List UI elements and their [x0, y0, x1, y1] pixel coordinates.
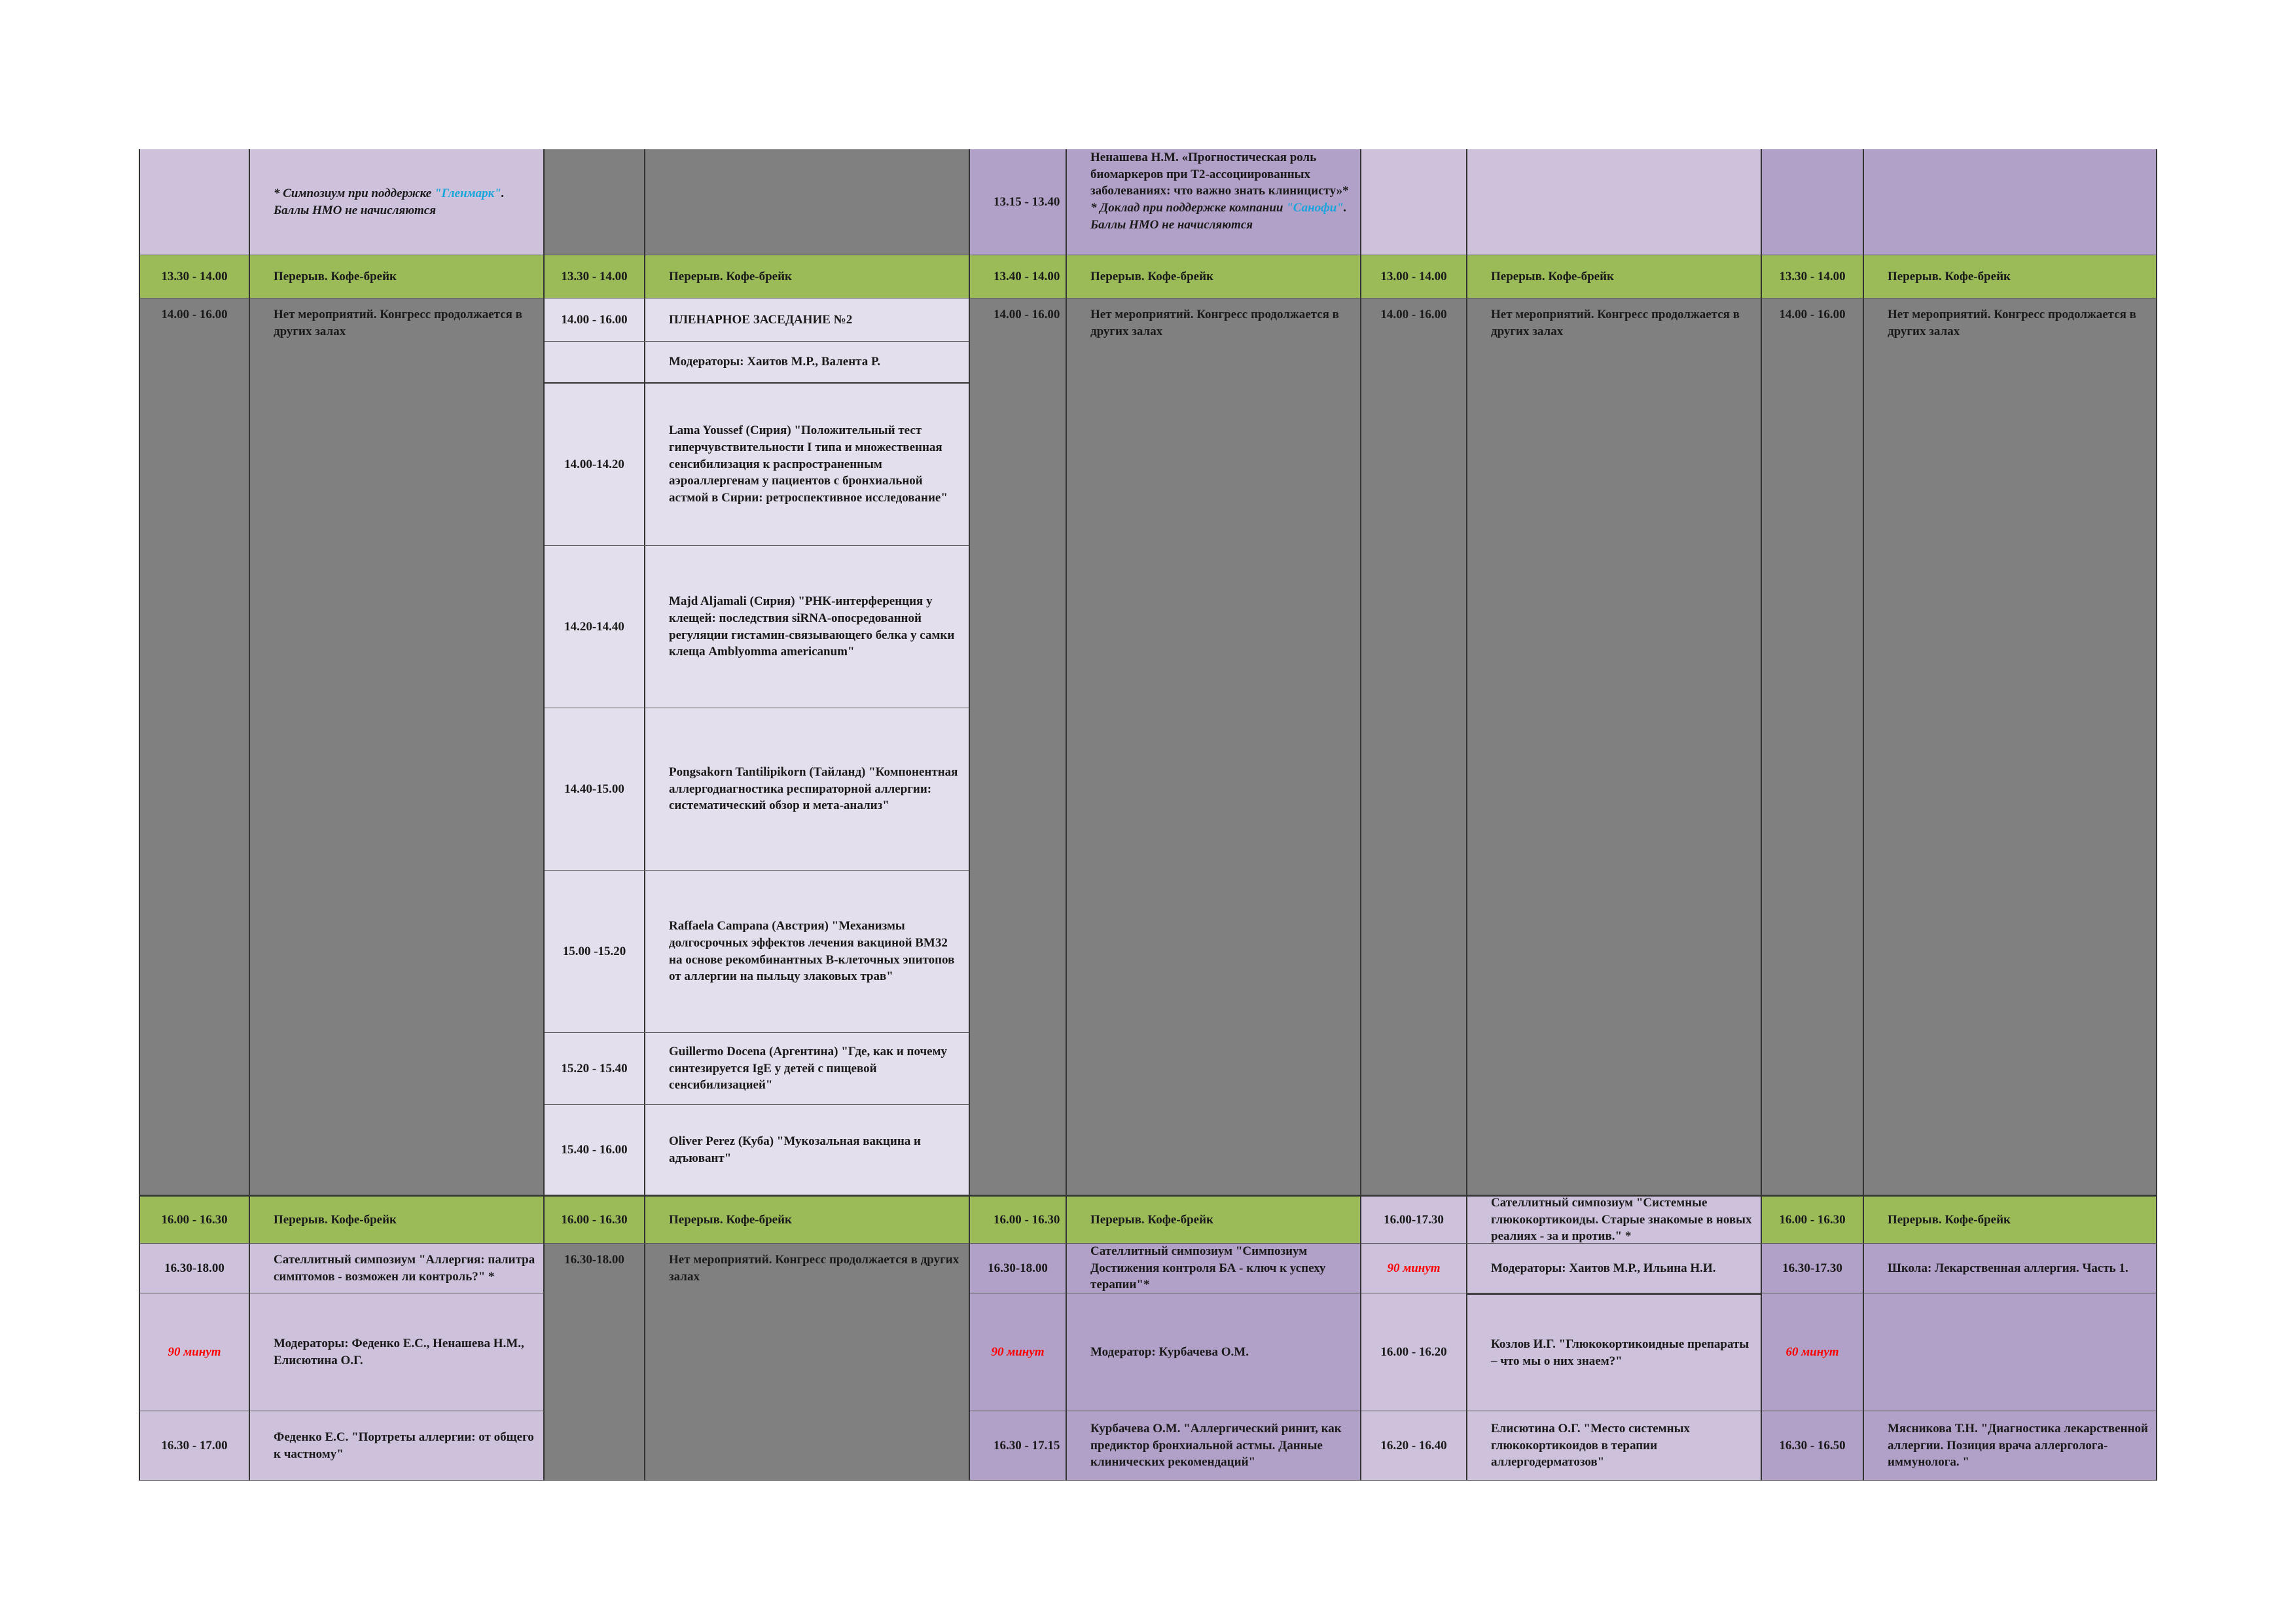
talk-cell: [1864, 1411, 2157, 1481]
time-label: 16.30 - 17.15: [994, 1438, 1060, 1453]
moderators-label: Модераторы: Хаитов М.Р., Ильина Н.И.: [1491, 1261, 1716, 1275]
time-label: 13.40 - 14.00: [994, 269, 1060, 283]
talk-text: Oliver Perez (Куба) "Мукозальная вакцина и адъювант": [669, 1134, 921, 1165]
no-events-label: Нет мероприятий. Конгресс продолжается в других залах: [1888, 308, 2136, 338]
sponsor-link[interactable]: "Санофи": [1286, 200, 1344, 215]
duration-cell: [1762, 1293, 1864, 1411]
time-label: 15.40 - 16.00: [561, 1142, 628, 1157]
time-cell: [1361, 1411, 1467, 1481]
time-cell: [1762, 1411, 1864, 1481]
time-label: 15.00 -15.20: [562, 944, 626, 958]
break-cell: [1864, 255, 2157, 298]
moderators-label: Модератор: Курбачева О.М.: [1090, 1344, 1249, 1359]
time-label: 13.15 - 13.40: [994, 194, 1060, 209]
time-label: 14.00-14.20: [564, 457, 624, 471]
plenary-title-cell: [645, 298, 970, 342]
talk-cell: [645, 1033, 970, 1105]
duration-cell: [970, 1293, 1067, 1411]
talk-cell: [250, 1411, 545, 1481]
duration-label: 90 минут: [168, 1344, 221, 1359]
time-cell: [545, 1195, 645, 1244]
moderators-label: Модераторы: Хаитов М.Р., Валента Р.: [669, 355, 880, 369]
time-label: 16.30-18.00: [164, 1261, 224, 1275]
time-label: 16.00 - 16.30: [994, 1212, 1060, 1227]
note-text: * Доклад при поддержке компании: [1090, 200, 1287, 215]
time-cell: [1361, 1293, 1467, 1411]
time-label: 14.00 - 16.00: [994, 308, 1060, 321]
talk-cell: [1067, 149, 1361, 255]
symposium-title: Сателлитный симпозиум "Системные глюкокортикоиды. Старые знакомые в новых реалиях - за и против." *: [1491, 1196, 1752, 1244]
talk-text: Козлов И.Г. "Глюкокортикоидные препараты – что мы о них знаем?": [1491, 1337, 1749, 1368]
time-label: 16.00 - 16.30: [1779, 1212, 1846, 1227]
time-cell: [970, 255, 1067, 298]
time-cell: [545, 298, 645, 342]
school-cell: [1864, 1244, 2157, 1293]
talk-cell: [645, 1105, 970, 1195]
no-events-cell: [1467, 298, 1762, 1195]
symposium-title: Сателлитный симпозиум "Симпозиум Достижения контроля БА - ключ к успеху терапии"*: [1090, 1244, 1326, 1292]
sponsor-note-cell: [250, 149, 545, 255]
time-cell: [1361, 255, 1467, 298]
sponsor-link[interactable]: "Гленмарк": [434, 186, 501, 200]
time-label: 16.00-17.30: [1384, 1212, 1444, 1227]
cell-empty: [1361, 149, 1467, 255]
break-cell: [645, 1195, 970, 1244]
cell-empty: [1762, 149, 1864, 255]
symposium-cell: [1067, 1244, 1361, 1293]
last-talks-group: [545, 1033, 970, 1195]
time-label: 14.20-14.40: [564, 619, 624, 634]
time-cell: [139, 255, 250, 298]
cell-empty: [545, 342, 645, 384]
time-label: 16.00 - 16.20: [1380, 1344, 1447, 1359]
talk-cell: [1067, 1411, 1361, 1481]
no-events-cell: [1067, 298, 1361, 1195]
talk-time-cell: [545, 1033, 645, 1105]
symposium-cell: [1467, 1195, 1762, 1244]
symposium-title: Сателлитный симпозиум "Аллергия: палитра симптомов - возможен ли контроль?" *: [274, 1252, 535, 1284]
duration-label: 90 минут: [1387, 1261, 1441, 1275]
talk-cell: [1467, 1293, 1762, 1411]
plenary-title: ПЛЕНАРНОЕ ЗАСЕДАНИЕ №2: [669, 312, 853, 327]
time-label: 13.00 - 14.00: [1380, 269, 1447, 283]
talk-text: Raffaela Campana (Австрия) "Механизмы долгосрочных эффектов лечения вакциной BM32 на основе рекомбинантных В-клеточных эпитопов от аллергии на пыльцу злаковых трав": [669, 919, 955, 984]
break-label: Перерыв. Кофе-брейк: [669, 1212, 793, 1227]
talk-text: Ненашева Н.М. «Прогностическая роль биомаркеров при Т2-ассоциированных заболеваниях: что важно знать клиницисту»*: [1090, 151, 1349, 198]
break-cell: [250, 255, 545, 298]
time-label: 16.30-17.30: [1782, 1261, 1842, 1275]
moderators-cell: [1067, 1293, 1361, 1411]
no-events-cell: [1864, 298, 2157, 1195]
talk-cell: [645, 546, 970, 708]
break-cell: [1067, 255, 1361, 298]
cell-empty: [1864, 1293, 2157, 1411]
time-cell: [1762, 1244, 1864, 1293]
cell-empty: [1864, 149, 2157, 255]
talk-text: Мясникова Т.Н. "Диагностика лекарственной аллергии. Позиция врача аллерголога-иммунолога. ": [1888, 1422, 2148, 1470]
duration-label: 60 минут: [1785, 1344, 1839, 1359]
break-cell: [1467, 255, 1762, 298]
time-label: 16.30-18.00: [988, 1261, 1048, 1275]
talk-cell: [1467, 1411, 1762, 1481]
time-cell: [139, 1244, 250, 1293]
time-cell: [1361, 298, 1467, 1195]
time-label: 16.00 - 16.30: [561, 1212, 628, 1227]
time-label: 16.30 - 17.00: [161, 1438, 228, 1453]
time-label: 13.30 - 14.00: [561, 269, 628, 283]
time-label: 16.30 - 16.50: [1779, 1438, 1846, 1453]
time-cell: [970, 298, 1067, 1195]
time-cell: [1762, 298, 1864, 1195]
break-label: Перерыв. Кофе-брейк: [1888, 1212, 2011, 1227]
talk-cell: [645, 384, 970, 546]
break-label: Перерыв. Кофе-брейк: [274, 1212, 397, 1227]
time-label: 14.00 - 16.00: [1779, 308, 1846, 321]
time-cell: [970, 149, 1067, 255]
time-label: 14.00 - 16.00: [561, 312, 628, 327]
talk-text: Елисютина О.Г. "Место системных глюкокортикоидов в терапии аллергодерматозов": [1491, 1422, 1690, 1470]
note-text: * Симпозиум при поддержке: [274, 186, 435, 200]
note-text: .: [501, 186, 505, 200]
moderators-cell: [250, 1293, 545, 1411]
talk-text: Феденко Е.С. "Портреты аллергии: от общего к частному": [274, 1430, 534, 1461]
time-cell: [970, 1195, 1067, 1244]
break-cell: [1067, 1195, 1361, 1244]
talk-text: Курбачева О.М. "Аллергический ринит, как предиктор бронхиальной астмы. Данные клинических рекомендаций": [1090, 1422, 1342, 1470]
talk-text: Lama Youssef (Сирия) "Положительный тест гиперчувствительности I типа и множественная сенсибилизация к распространенным аэроаллергенам у пациентов с бронхиальной астмой в Сирии: ретроспективное исследование": [669, 424, 948, 505]
cell-empty: [545, 149, 645, 255]
break-label: Перерыв. Кофе-брейк: [669, 269, 793, 283]
time-cell: [1762, 1195, 1864, 1244]
talk-time-cell: [545, 546, 645, 708]
break-label: Перерыв. Кофе-брейк: [1090, 1212, 1214, 1227]
moderators-cell: [645, 342, 970, 384]
duration-cell: [139, 1293, 250, 1411]
time-cell: [1361, 1195, 1467, 1244]
break-cell: [250, 1195, 545, 1244]
break-label: Перерыв. Кофе-брейк: [274, 269, 397, 283]
talk-text: Guillermo Docena (Аргентина) "Где, как и почему синтезируется IgE у детей с пищевой сенсибилизацией": [669, 1045, 948, 1092]
schedule-table: [139, 149, 2157, 1481]
school-title: Школа: Лекарственная аллергия. Часть 1.: [1888, 1261, 2128, 1275]
time-cell: [545, 1244, 645, 1481]
duration-cell: [1361, 1244, 1467, 1293]
talk-time-cell: [545, 1105, 645, 1195]
cell-empty: [1467, 149, 1762, 255]
no-events-cell: [645, 1244, 970, 1481]
time-cell: [1762, 255, 1864, 298]
cell-empty: [139, 149, 250, 255]
time-cell: [139, 1195, 250, 1244]
talk-time-cell: [545, 871, 645, 1033]
time-label: 14.40-15.00: [564, 782, 624, 796]
duration-label: 90 минут: [991, 1344, 1045, 1359]
time-cell: [139, 298, 250, 1195]
talk-time-cell: [545, 384, 645, 546]
symposium-cell: [250, 1244, 545, 1293]
break-label: Перерыв. Кофе-брейк: [1090, 269, 1214, 283]
time-cell: [545, 255, 645, 298]
no-events-label: Нет мероприятий. Конгресс продолжается в других залах: [274, 308, 522, 338]
break-label: Перерыв. Кофе-брейк: [1491, 269, 1615, 283]
no-events-label: Нет мероприятий. Конгресс продолжается в других залах: [669, 1253, 960, 1284]
time-cell: [139, 1411, 250, 1481]
talk-text: Majd Aljamali (Сирия) "РНК-интерференция у клещей: последствия siRNA-опосредованной регуляции гистамин-связывающего белка у самки клеща Amblyomma americanum": [669, 594, 955, 659]
time-cell: [970, 1244, 1067, 1293]
talk-cell: [645, 708, 970, 871]
moderators-label: Модераторы: Феденко Е.С., Ненашева Н.М., Елисютина О.Г.: [274, 1336, 524, 1367]
note-text: Баллы НМО не начисляются: [274, 203, 437, 217]
break-cell: [1864, 1195, 2157, 1244]
no-events-label: Нет мероприятий. Конгресс продолжается в других залах: [1491, 308, 1740, 338]
time-label: 16.00 - 16.30: [161, 1212, 228, 1227]
time-label: 15.20 - 15.40: [561, 1061, 628, 1075]
time-label: 13.30 - 14.00: [161, 269, 228, 283]
time-label: 14.00 - 16.00: [161, 308, 228, 321]
time-label: 16.20 - 16.40: [1380, 1438, 1447, 1453]
talk-time-cell: [545, 708, 645, 871]
break-cell: [645, 255, 970, 298]
cell-empty: [645, 149, 970, 255]
time-label: 14.00 - 16.00: [1380, 308, 1447, 321]
talk-cell: [645, 871, 970, 1033]
break-label: Перерыв. Кофе-брейк: [1888, 269, 2011, 283]
time-cell: [970, 1411, 1067, 1481]
no-events-label: Нет мероприятий. Конгресс продолжается в других залах: [1090, 308, 1339, 338]
note-text: . Баллы НМО не начисляются: [1090, 200, 1347, 232]
no-events-cell: [250, 298, 545, 1195]
time-label: 13.30 - 14.00: [1779, 269, 1846, 283]
time-label: 16.30-18.00: [564, 1253, 624, 1267]
moderators-cell: [1467, 1244, 1762, 1293]
talk-text: Pongsakorn Tantilipikorn (Тайланд) "Компонентная аллергодиагностика респираторной аллергии: систематический обзор и мета-анализ": [669, 765, 958, 813]
